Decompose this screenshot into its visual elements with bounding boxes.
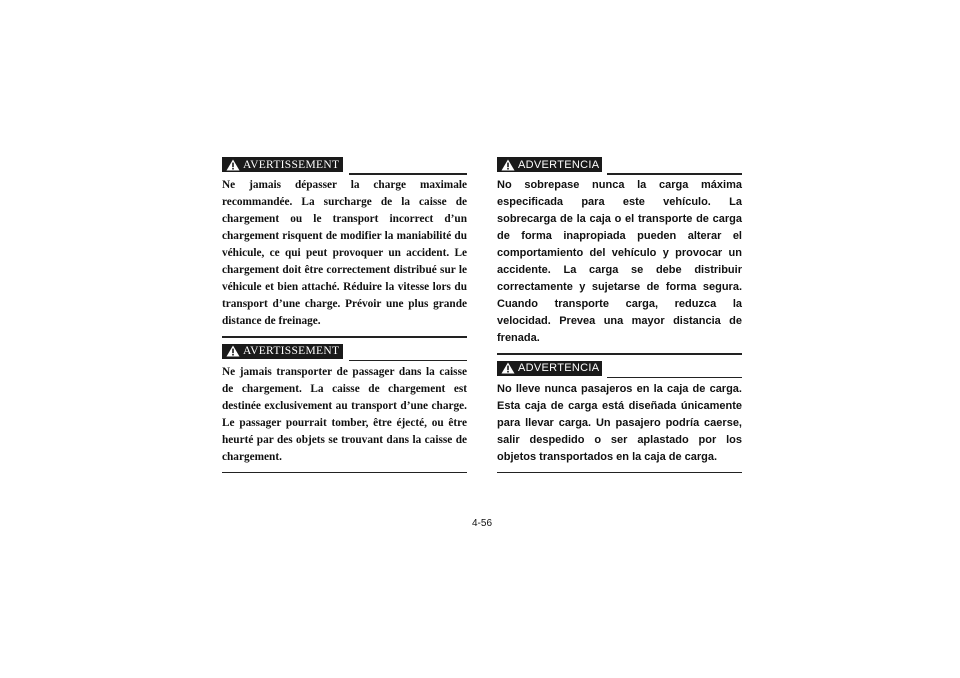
warning-triangle-icon (501, 159, 515, 171)
warning-triangle-icon (226, 345, 240, 357)
warning-header (497, 361, 742, 379)
warning-body-text: No lleve nunca pasajeros en la caja de carga. Esta caja de carga está diseñada únicamente para llevar carga. Un pasajero podría caerse, salir despedido o ser aplastado por los objetos transportados en la caja de carga. (497, 382, 742, 463)
page-number: 4-56 (472, 518, 493, 529)
warning-box-passenger-es (497, 361, 742, 474)
warning-box-overload-es (497, 157, 742, 355)
warning-header (497, 157, 742, 175)
warning-triangle-icon (501, 362, 515, 374)
french-warnings-column (222, 157, 467, 479)
warning-label-badge (222, 157, 343, 172)
warning-box-passenger-fr (222, 344, 467, 474)
spanish-warnings-column (497, 157, 742, 479)
warning-bottom-rule (497, 353, 742, 355)
warning-body-text: No sobrepase nunca la carga máxima especificada para este vehículo. La sobrecarga de la caja o el transporte de carga de forma inapropiada pueden alterar el comportamiento del vehículo y provocar un accidente. La carga se debe distribuir correctamente y sujetarse de forma segura. Cuando transporte carga, reduzca la velocidad. Prevea una mayor distancia de frenada. (497, 179, 742, 344)
warning-body-text: Ne jamais transporter de passager dans la caisse de chargement. La caisse de chargement est destinée exclusivement au transport d’une charge. Le passager pourrait tomber, être éjecté, ou être heurté par des objets se trouvant dans la caisse de chargement. (222, 365, 467, 463)
warning-header (222, 344, 467, 362)
warning-box-overload-fr (222, 157, 467, 338)
warning-header (222, 157, 467, 175)
warning-bottom-rule (222, 336, 467, 338)
warning-label-text: AVERTISSEMENT (243, 345, 340, 357)
warning-bottom-rule (222, 472, 467, 474)
warning-label-text: ADVERTENCIA (518, 158, 600, 171)
warning-label-badge (497, 157, 602, 172)
warning-label-badge (497, 361, 602, 376)
warning-label-text: ADVERTENCIA (518, 362, 600, 374)
warning-top-rule (349, 360, 467, 362)
warning-triangle-icon (226, 159, 240, 171)
warning-label-badge (222, 344, 343, 359)
warning-top-rule (607, 377, 742, 379)
warning-top-rule (607, 173, 742, 175)
warning-bottom-rule (497, 472, 742, 474)
warning-body-text: Ne jamais dépasser la charge maximale recommandée. La surcharge de la caisse de chargement ou le transport incorrect d’un chargement risquent de modifier la maniabilité du véhicule, ce qui peut provoquer un accident. Le chargement doit être correctement distribué sur le véhicule et bien attaché. Réduire la vitesse lors du transport d’une charge. Prévoir une plus grande distance de freinage. (222, 179, 467, 327)
warning-top-rule (349, 173, 467, 175)
warning-label-text: AVERTISSEMENT (243, 158, 340, 171)
